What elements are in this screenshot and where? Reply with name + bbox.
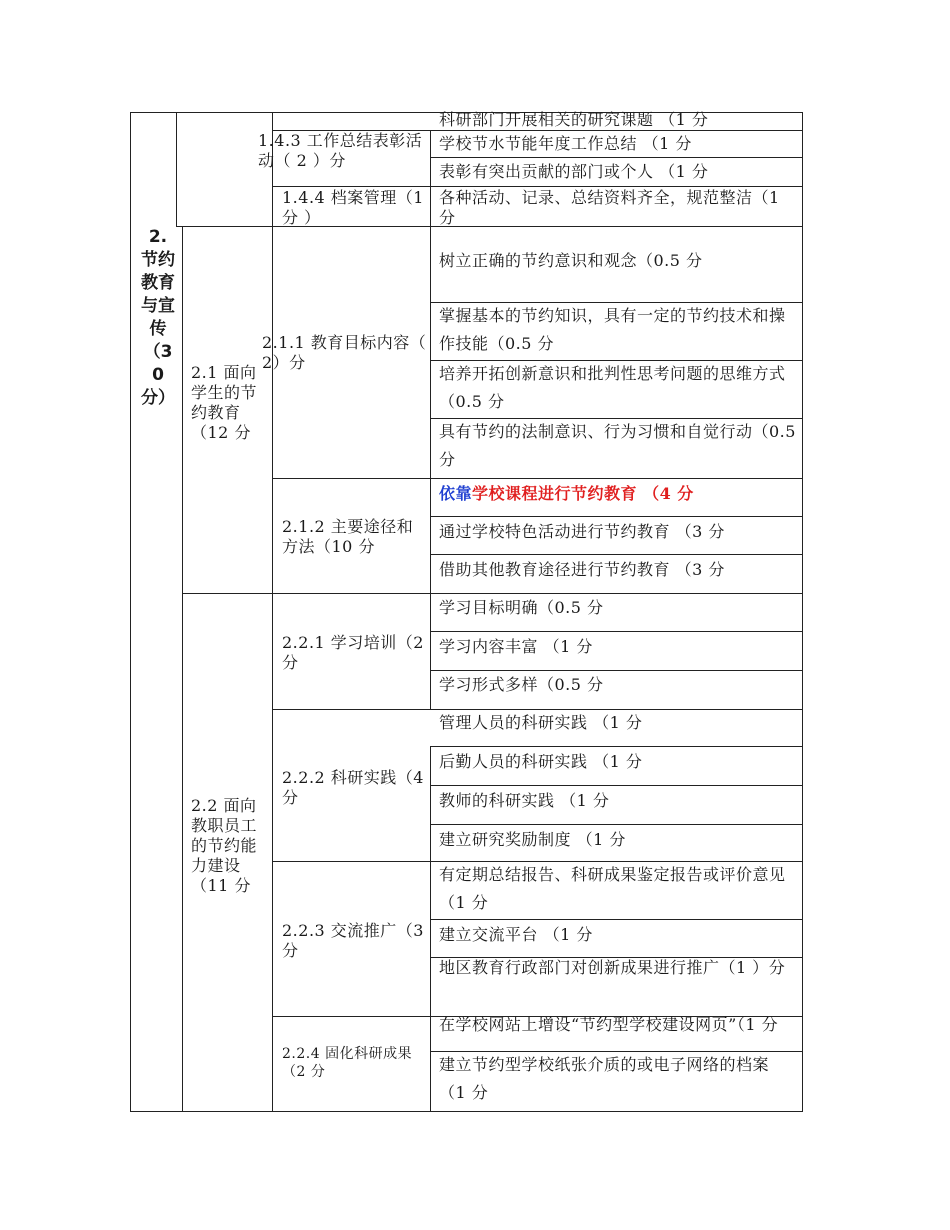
criteria-text: 学习目标明确（0.5 分 [439, 598, 604, 617]
criteria-text: 掌握基本的节约知识，具有一定的节约技术和操作技能（0.5 分 [439, 306, 786, 353]
table-border-bottom [130, 1111, 803, 1112]
criteria-text: 树立正确的节约意识和观念（0.5 分 [439, 251, 703, 270]
item-name: 1.4.3 工作总结表彰活动（ 2 ）分 [258, 131, 423, 170]
col-divider [176, 112, 177, 226]
highlight-red: 学校课程进行节约教育 （4 分 [472, 484, 694, 503]
row-divider [430, 554, 803, 555]
row-divider [430, 785, 803, 786]
criteria-text: 学校节水节能年度工作总结 （1 分 [439, 134, 692, 153]
row-divider [430, 919, 803, 920]
criteria-text: 学习内容丰富 （1 分 [439, 637, 593, 656]
table-border-right [802, 112, 803, 1112]
item-name: 1.4.4 档案管理（1 分 ） [282, 188, 424, 227]
row-divider [430, 631, 803, 632]
row-divider [430, 516, 803, 517]
row-divider [272, 478, 803, 479]
criteria-text: 借助其他教育途径进行节约教育 （3 分 [439, 560, 725, 579]
row-divider [430, 746, 803, 747]
item-name: 2.2.2 科研实践（4 分 [282, 768, 424, 807]
criteria-text: 具有节约的法制意识、行为习惯和自觉行动（0.5 分 [439, 422, 796, 469]
row-divider [430, 824, 803, 825]
criteria-text: 学习形式多样（0.5 分 [439, 675, 604, 694]
section-title: 2. 节约教育与宣传（30分） [141, 227, 175, 408]
table-border-left [130, 112, 131, 1112]
criteria-text: 表彰有突出贡献的部门或个人 （1 分 [439, 162, 709, 181]
criteria-text: 科研部门开展相关的研究课题 （1 分 [439, 110, 709, 129]
group-name: 2.1 面向学生的节约教育（12 分 [191, 363, 258, 442]
col-divider [430, 130, 431, 226]
col-divider [182, 226, 183, 1112]
col-divider [430, 746, 431, 1112]
criteria-text: 建立研究奖励制度 （1 分 [439, 830, 626, 849]
criteria-text: 有定期总结报告、科研成果鉴定报告或评价意见 （1 分 [439, 865, 786, 912]
group-name: 2.2 面向教职员工的节约能力建设（11 分 [191, 796, 258, 895]
criteria-text: 建立交流平台 （1 分 [439, 925, 593, 944]
item-name: 2.2.1 学习培训（2 分 [282, 633, 424, 672]
highlight-blue: 依靠 [439, 484, 473, 503]
item-name: 2.1.1 教育目标内容（ 2）分 [262, 333, 427, 372]
criteria-text: 各种活动、记录、总结资料齐全，规范整洁（1 分 [439, 188, 780, 227]
row-divider [272, 186, 803, 187]
criteria-text: 在学校网站上增设“节约型学校建设网页”（1 分 [439, 1015, 779, 1034]
criteria-text: 地区教育行政部门对创新成果进行推广（1 ）分 [439, 958, 786, 977]
criteria-text: 通过学校特色活动进行节约教育 （3 分 [439, 522, 725, 541]
criteria-text [439, 480, 694, 508]
criteria-text: 培养开拓创新意识和批判性思考问题的思维方式（0.5 分 [439, 364, 786, 411]
criteria-text: 建立节约型学校纸张介质的或电子网络的档案 （1 分 [439, 1055, 770, 1102]
criteria-text: 后勤人员的科研实践 （1 分 [439, 752, 643, 771]
item-name: 2.2.4 固化科研成果（2 分 [282, 1046, 413, 1080]
item-name: 2.1.2 主要途径和方法（10 分 [282, 517, 414, 556]
criteria-text: 教师的科研实践 （1 分 [439, 791, 610, 810]
criteria-text: 管理人员的科研实践 （1 分 [439, 713, 643, 732]
col-divider [430, 226, 431, 709]
item-name: 2.2.3 交流推广（3 分 [282, 921, 424, 960]
